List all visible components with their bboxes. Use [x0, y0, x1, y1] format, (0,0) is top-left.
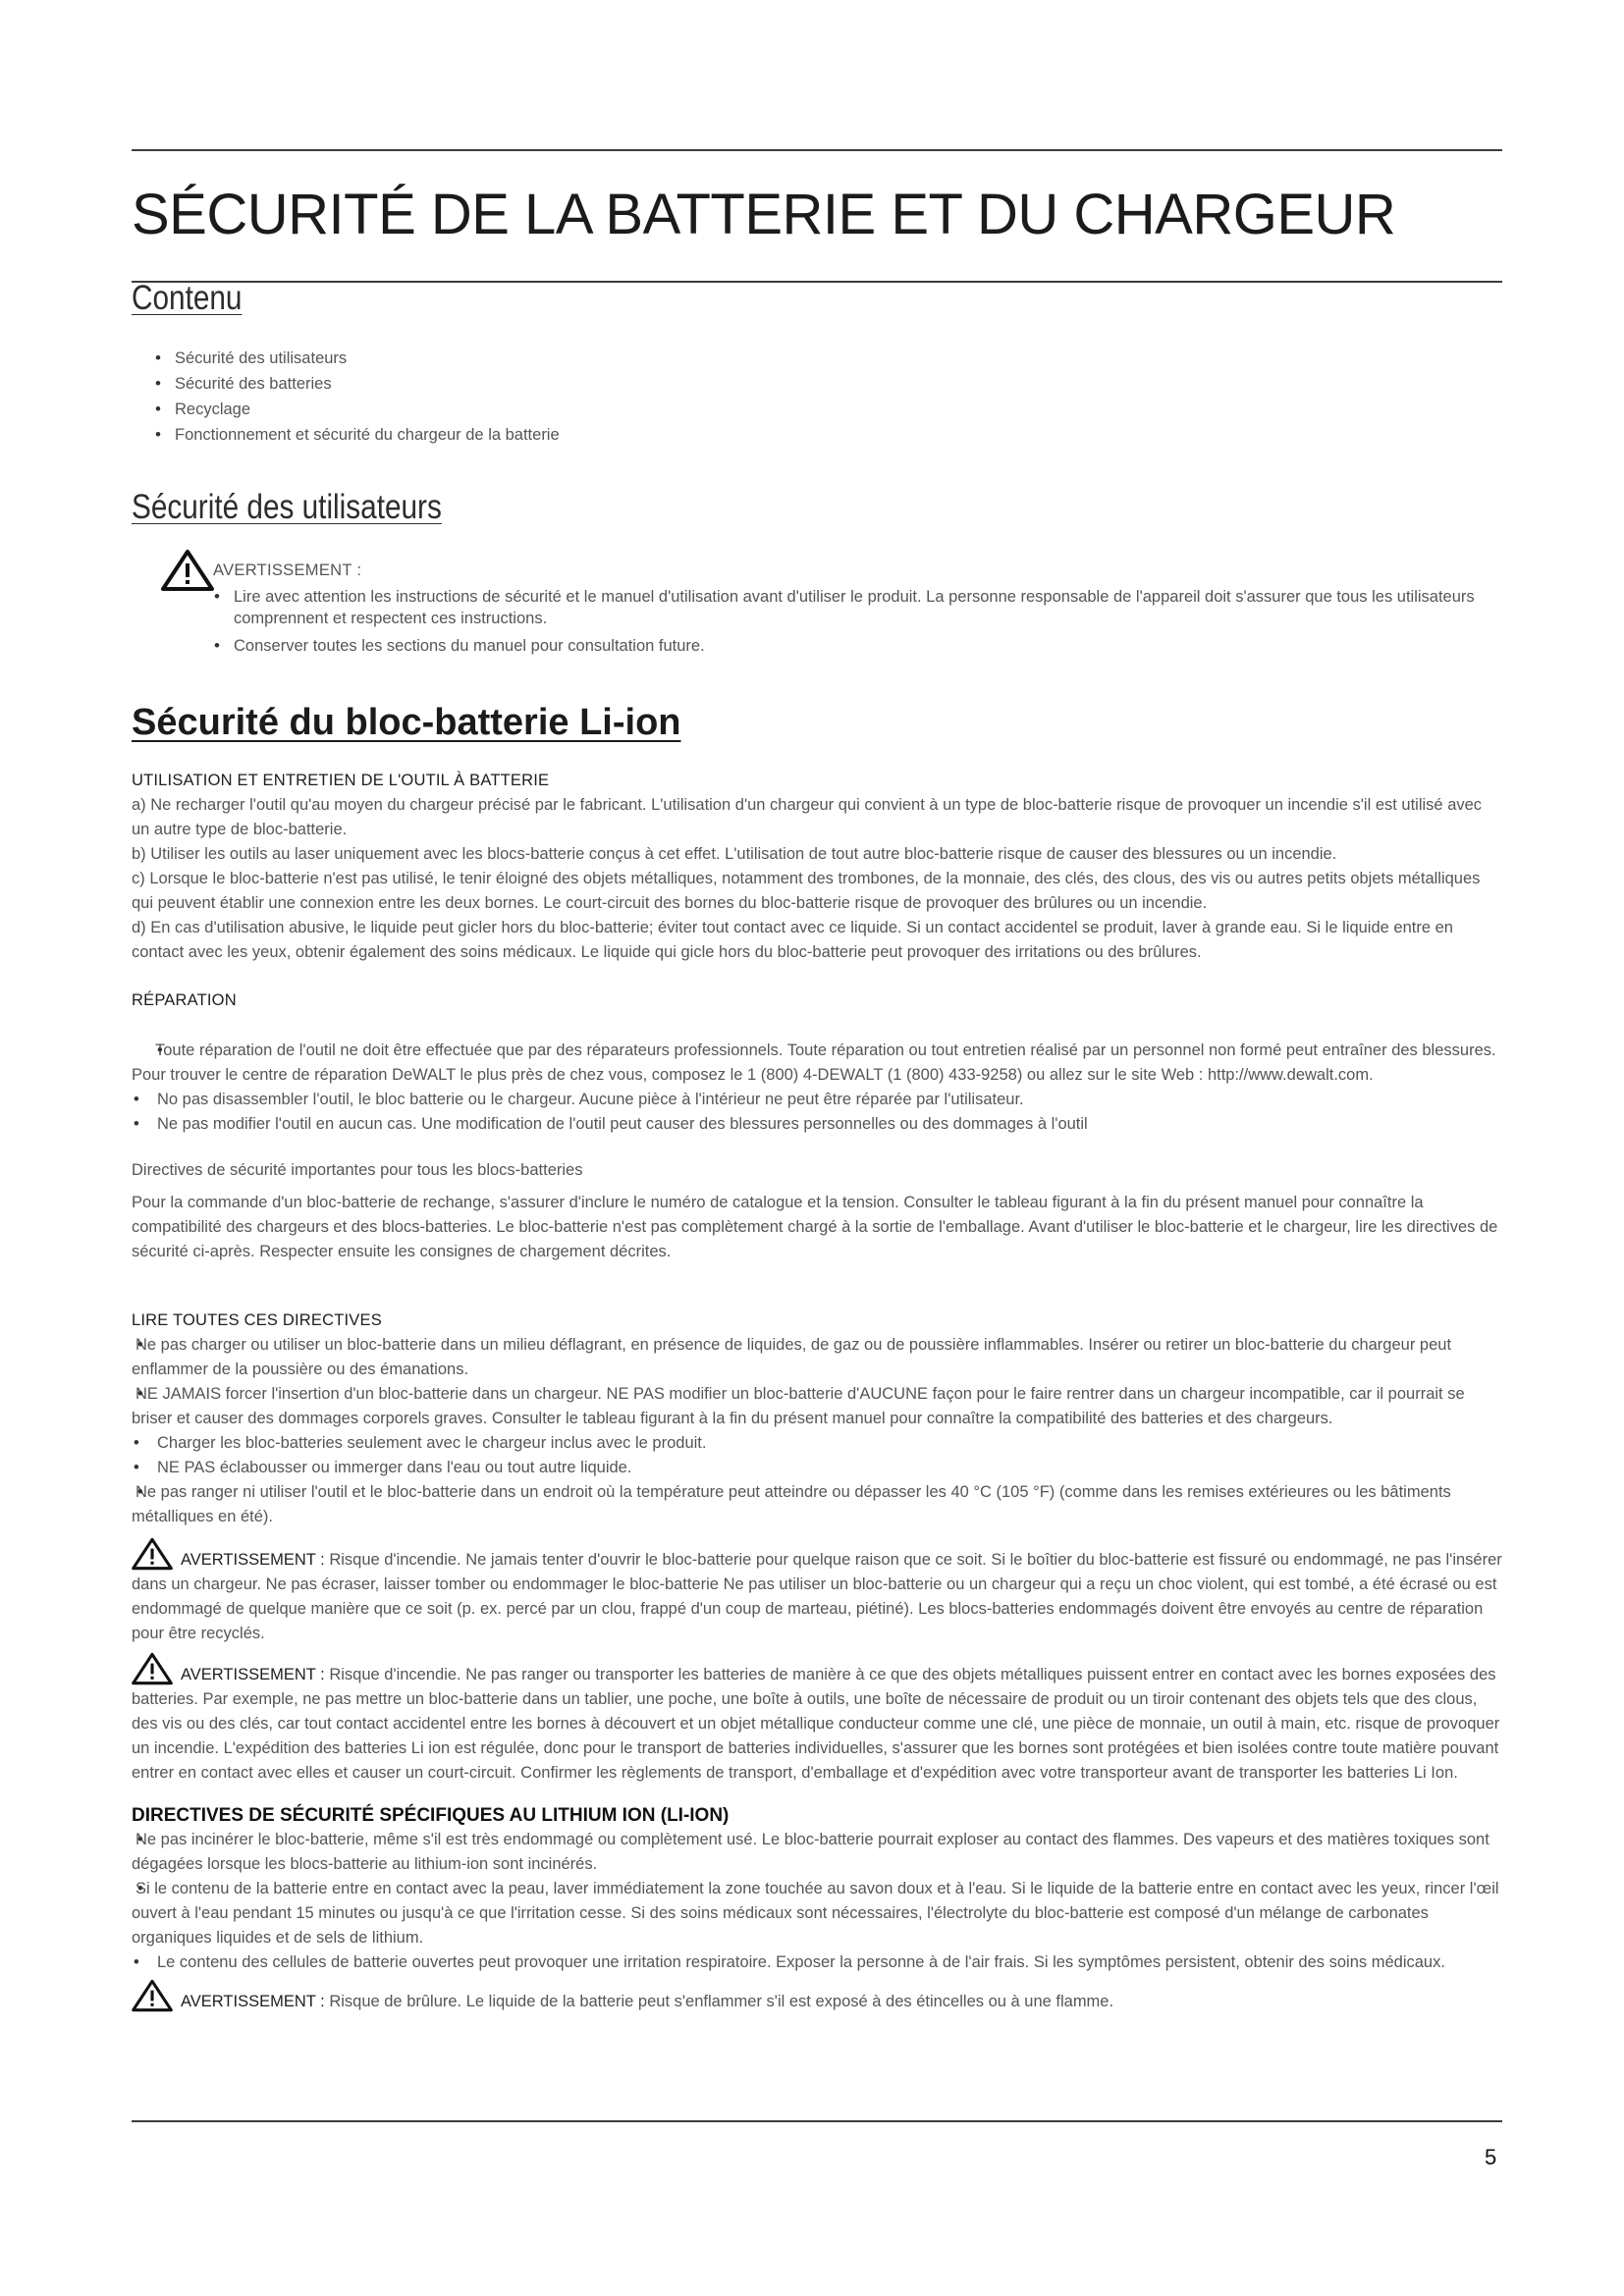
user-safety-list: [208, 586, 1502, 657]
contents-item: • Sécurité des batteries: [132, 371, 819, 397]
repair-heading: RÉPARATION: [132, 991, 237, 1009]
page-title: SÉCURITÉ DE LA BATTERIE ET DU CHARGEUR: [132, 183, 1396, 246]
warning-triangle-icon: [161, 549, 214, 592]
fire-warning-2: [132, 1652, 1502, 1786]
warning-triangle-icon: [132, 1979, 173, 2012]
liion-specific-item: • Ne pas incinérer le bloc-batterie, même s'il est très endommagé ou complètement usé. Le bloc-batterie pourrait exploser au contact des flammes. Des vapeurs et des matières toxiques sont dégagées lorsque les blocs-batterie au lithium-ion sont incinérés.: [132, 1828, 1502, 1877]
burn-warning: [132, 1979, 1502, 2014]
repair-item: • Toute réparation de l'outil ne doit être effectuée que par des réparateurs professionnels. Toute réparation ou tout entretien réalisé par un personnel non formé peut entraîner des blessures. Pour trouver le centre de réparation DeWALT le plus près de chez vous, composez le 1 (800) 4-DEWALT (1 (800) 433-9258) ou allez sur le site Web : http://www.dewalt.com.: [132, 1039, 1502, 1088]
warning-label: AVERTISSEMENT :: [213, 561, 362, 579]
warning-label: AVERTISSEMENT :: [181, 1993, 325, 2010]
warning-text: Risque d'incendie. Ne jamais tenter d'ouvrir le bloc-batterie pour quelque raison que ce soit. Si le boîtier du bloc-batterie est fissuré ou endommagé, ne pas l'insérer dans un chargeur. Ne pas écraser, laisser tomber ou endommager le bloc-batterie Ne pas utiliser un bloc-batterie ou un chargeur qui a reçu un choc violent, qui est tombé, a été écrasé ou est endommagé de quelque manière que ce soit (p. ex. percé par un clou, frappé d'un coup de marteau, piétiné). Les blocs-batteries endommagés doivent être envoyés au centre de réparation pour être recyclés.: [132, 1551, 1502, 1642]
liion-specific-heading: DIRECTIVES DE SÉCURITÉ SPÉCIFIQUES AU LITHIUM ION (LI-ION): [132, 1805, 730, 1826]
user-safety-item: • Lire avec attention les instructions de sécurité et le manuel d'utilisation avant d'utiliser le produit. La personne responsable de l'appareil doit s'assurer que tous les utilisateurs comprennent et respectent ces instructions.: [208, 586, 1502, 629]
warning-text: Risque de brûlure. Le liquide de la batterie peut s'enflammer s'il est exposé à des étincelles ou à une flamme.: [329, 1993, 1114, 2010]
liion-specific-item: • Le contenu des cellules de batterie ouvertes peut provoquer une irritation respiratoire. Exposer la personne à de l'air frais. Si les symptômes persistent, obtenir des soins médicaux.: [132, 1950, 1502, 1975]
use-maintenance-heading: UTILISATION ET ENTRETIEN DE L'OUTIL À BATTERIE: [132, 772, 550, 789]
warning-label: AVERTISSEMENT :: [181, 1551, 325, 1569]
liion-heading: Sécurité du bloc-batterie Li-ion: [132, 702, 681, 743]
warning-triangle-icon: [132, 1652, 173, 1685]
directives-text: Pour la commande d'un bloc-batterie de rechange, s'assurer d'inclure le numéro de catalogue et la tension. Consulter le tableau figurant à la fin du présent manuel pour connaître la compatibilité des chargeurs et des blocs-batteries. Le bloc-batterie n'est pas complètement chargé à la sortie de l'emballage. Avant d'utiliser le bloc-batterie et le chargeur, lire les directives de sécurité ci-après. Respecter ensuite les consignes de chargement décrites.: [132, 1194, 1498, 1260]
title-underline-rule: [132, 281, 1502, 283]
repair-item: • Ne pas modifier l'outil en aucun cas. Une modification de l'outil peut causer des blessures personnelles ou des dommages à l'outil: [132, 1112, 1502, 1137]
repair-list: [132, 1039, 1502, 1137]
fire-warning-1: [132, 1537, 1502, 1646]
contents-item: • Recyclage: [132, 397, 819, 422]
read-all-item: • Charger les bloc-batteries seulement avec le chargeur inclus avec le produit.: [132, 1431, 1502, 1456]
liion-specific-item: • Si le contenu de la batterie entre en contact avec la peau, laver immédiatement la zone touchée au savon doux et à l'eau. Si le liquide de la batterie entre en contact avec les yeux, rincer l'œil ouvert à l'eau pendant 15 minutes ou jusqu'à ce que l'irritation cesse. Si des soins médicaux sont nécessaires, l'électrolyte du bloc-batterie est composé d'un mélange de carbonates organiques liquides et de sels de lithium.: [132, 1877, 1502, 1950]
contents-list: [132, 346, 819, 448]
bottom-rule: [132, 2120, 1502, 2122]
use-paragraph: d) En cas d'utilisation abusive, le liquide peut gicler hors du bloc-batterie; éviter tout contact avec ce liquide. Si un contact accidentel se produit, laver à grande eau. Si le liquide entre en contact avec les yeux, obtenir également des soins médicaux. Le liquide qui gicle hors du bloc-batterie peut provoquer des irritations ou des brûlures.: [132, 919, 1453, 961]
contents-heading: Contenu: [132, 279, 243, 317]
user-safety-item: • Conserver toutes les sections du manuel pour consultation future.: [208, 635, 1502, 657]
use-paragraph: c) Lorsque le bloc-batterie n'est pas utilisé, le tenir éloigné des objets métalliques, notamment des trombones, de la monnaie, des clés, des clous, des vis ou autres petits objets métalliques qui peuvent établir une connexion entre les deux bornes. Le court-circuit des bornes du bloc-batterie risque de provoquer des brûlures ou un incendie.: [132, 870, 1481, 912]
use-paragraph: a) Ne recharger l'outil qu'au moyen du chargeur précisé par le fabricant. L'utilisation d'un chargeur qui convient à un type de bloc-batterie risque de provoquer un incendie s'il est utilisé avec un autre type de bloc-batterie.: [132, 796, 1483, 838]
warning-label: AVERTISSEMENT :: [181, 1666, 325, 1683]
liion-specific-list: [132, 1828, 1502, 1975]
top-rule: [132, 149, 1502, 151]
liion-body: [132, 769, 1502, 2014]
use-paragraph: b) Utiliser les outils au laser uniquement avec les blocs-batterie conçus à cet effet. L'utilisation de tout autre bloc-batterie risque de causer des blessures ou un incendie.: [132, 845, 1337, 863]
repair-item: • No pas disassembler l'outil, le bloc batterie ou le chargeur. Aucune pièce à l'intérieur ne peut être réparée par l'utilisateur.: [132, 1088, 1502, 1112]
contents-item: • Sécurité des utilisateurs: [132, 346, 819, 371]
directives-title: Directives de sécurité importantes pour tous les blocs-batteries: [132, 1161, 583, 1179]
read-all-list: [132, 1333, 1502, 1529]
warning-text: Risque d'incendie. Ne pas ranger ou transporter les batteries de manière à ce que des objets métalliques puissent entrer en contact avec les bornes exposées des batteries. Par exemple, ne pas mettre un bloc-batterie dans un tablier, une poche, une boîte à outils, une boîte de nécessaire de produit ou un tiroir contenant des objets tels que des clous, des vis ou des clés, car tout contact accidentel entre les bornes à découvert et un objet métallique conducteur comme une clé, une pièce de monnaie, un outil à main, etc. risque de provoquer un incendie. L'expédition des batteries Li ion est régulée, donc pour le transport de batteries individuelles, s'assurer que les bornes sont protégées et bien isolées contre toute matière pouvant entrer en contact avec elles et causer un court-circuit. Confirmer les règlements de transport, d'emballage et d'expédition avec votre transporteur avant de transporter les batteries Li Ion.: [132, 1666, 1500, 1782]
page-number: 5: [1485, 2145, 1497, 2169]
read-all-item: • Ne pas ranger ni utiliser l'outil et le bloc-batterie dans un endroit où la température peut atteindre ou dépasser les 40 °C (105 °F) (comme dans les remises extérieures ou les bâtiments métalliques en été).: [132, 1480, 1502, 1529]
read-all-item: • Ne pas charger ou utiliser un bloc-batterie dans un milieu déflagrant, en présence de liquides, de gaz ou de poussière inflammables. Insérer ou retirer un bloc-batterie du chargeur peut enflammer de la poussière ou des émanations.: [132, 1333, 1502, 1382]
read-all-heading: LIRE TOUTES CES DIRECTIVES: [132, 1311, 382, 1329]
warning-triangle-icon: [132, 1537, 173, 1571]
user-safety-heading: Sécurité des utilisateurs: [132, 488, 442, 526]
contents-item: • Fonctionnement et sécurité du chargeur de la batterie: [132, 422, 819, 448]
read-all-item: • NE PAS éclabousser ou immerger dans l'eau ou tout autre liquide.: [132, 1456, 1502, 1480]
read-all-item: • NE JAMAIS forcer l'insertion d'un bloc-batterie dans un chargeur. NE PAS modifier un bloc-batterie d'AUCUNE façon pour le faire rentrer dans un chargeur incompatible, car il pourrait se briser et causer des dommages corporels graves. Consulter le tableau figurant à la fin du présent manuel pour connaître la compatibilité des batteries et des chargeurs.: [132, 1382, 1502, 1431]
